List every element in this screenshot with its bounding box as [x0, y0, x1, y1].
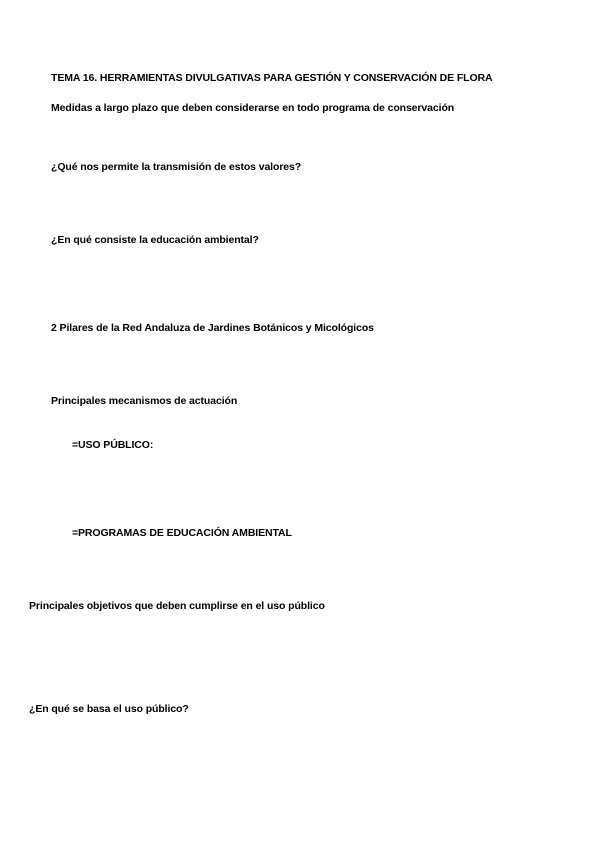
item-education-programs: =PROGRAMAS DE EDUCACIÓN AMBIENTAL [72, 527, 292, 539]
question-measures: Medidas a largo plazo que deben considerarse en todo programa de conservación [51, 102, 455, 114]
question-mechanisms: Principales mecanismos de actuación [51, 395, 238, 407]
item-public-use: =USO PÚBLICO: [72, 439, 154, 451]
question-transmission: ¿Qué nos permite la transmisión de estos valores? [51, 161, 302, 173]
document-title: TEMA 16. HERRAMIENTAS DIVULGATIVAS PARA GESTIÓN Y CONSERVACIÓN DE FLORA [51, 72, 493, 84]
question-pillars: 2 Pilares de la Red Andaluza de Jardines Botánicos y Micológicos [51, 322, 374, 334]
question-basis: ¿En qué se basa el uso público? [29, 703, 189, 715]
question-objectives: Principales objetivos que deben cumplirse en el uso público [29, 600, 325, 612]
question-environmental-education: ¿En qué consiste la educación ambiental? [51, 234, 259, 246]
